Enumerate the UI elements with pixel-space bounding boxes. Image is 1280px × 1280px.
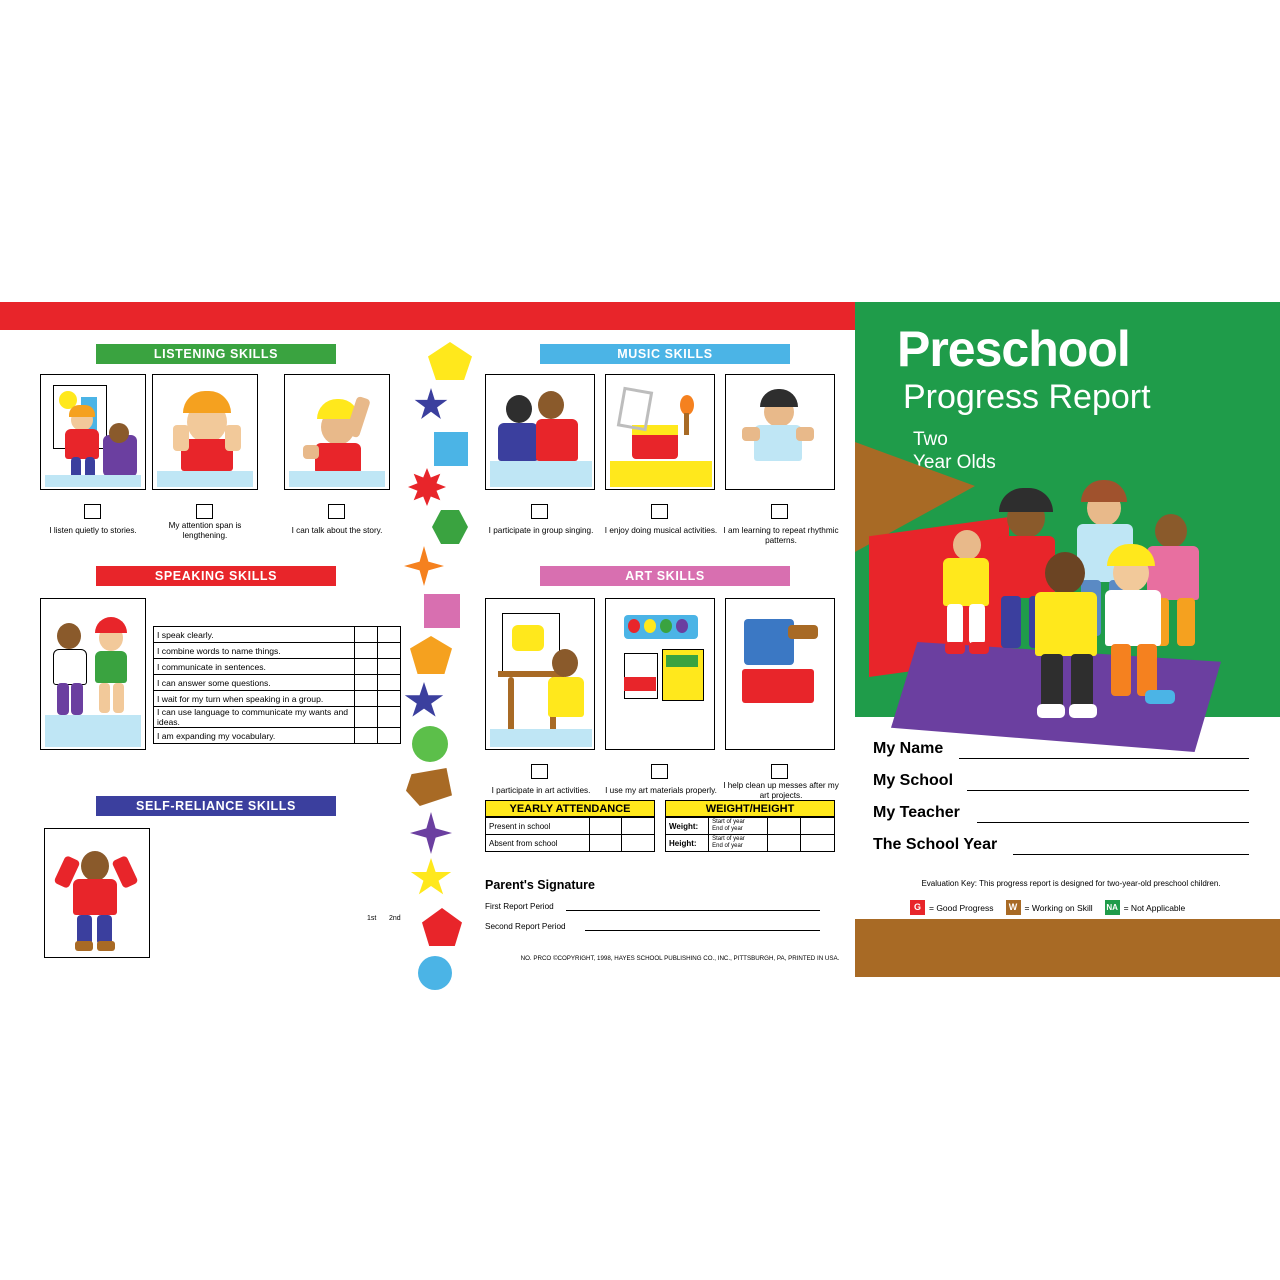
shape-pentagon-orange (410, 636, 452, 674)
attendance-label: Absent from school (486, 835, 590, 852)
school-year-label: The School Year (873, 836, 998, 853)
speaking-mark-2nd[interactable] (378, 675, 401, 691)
listening-caption-1: I listen quietly to stories. (49, 526, 137, 535)
speaking-mark-1st[interactable] (355, 643, 378, 659)
shape-star4-purple (410, 812, 452, 854)
listening-skills-banner: LISTENING SKILLS (96, 344, 336, 364)
art-image-3 (725, 598, 835, 750)
school-year-input[interactable] (1013, 854, 1249, 855)
my-school-input[interactable] (967, 790, 1249, 791)
speaking-mark-2nd[interactable] (378, 728, 401, 744)
speaking-mark-2nd[interactable] (378, 627, 401, 643)
height-end-label: End of year (712, 843, 743, 849)
speaking-mark-2nd[interactable] (378, 659, 401, 675)
listening-image-3 (284, 374, 390, 490)
shape-hexagon-green (432, 510, 468, 544)
shape-star8-red (408, 468, 446, 506)
speaking-col-header-1: 1st (367, 915, 377, 922)
inside-panel (0, 330, 855, 977)
cover-panel (855, 302, 1280, 977)
table-row[interactable] (154, 691, 401, 707)
self-reliance-skills-banner: SELF-RELIANCE SKILLS (96, 796, 336, 816)
weight-label: Weight: (666, 818, 709, 835)
speaking-mark-1st[interactable] (355, 675, 378, 691)
speaking-row-label: I am expanding my vocabulary. (154, 728, 355, 744)
not-applicable-icon: NA (1105, 900, 1120, 915)
table-row[interactable] (486, 818, 655, 835)
shape-star5-blue (414, 388, 448, 422)
table-row[interactable] (154, 675, 401, 691)
speaking-row-label: I can use language to communicate my wants and ideas. (154, 707, 355, 728)
second-report-period-label: Second Report Period (485, 922, 566, 931)
shape-star5-navy (404, 682, 444, 720)
copyright-line: NO. PRCO ©COPYRIGHT, 1998, HAYES SCHOOL PUBLISHING CO., INC., PITTSBURGH, PA, PRINTED IN USA. (520, 955, 840, 962)
my-name-label: My Name (873, 740, 944, 757)
shape-star5-yellow (410, 858, 452, 898)
attendance-label: Present in school (486, 818, 590, 835)
music-caption-1: I participate in group singing. (488, 526, 594, 535)
top-red-bar (0, 302, 855, 330)
music-caption-3: I am learning to repeat rhythmic patterns. (723, 526, 839, 545)
speaking-image (40, 598, 146, 750)
speaking-row-label: I wait for my turn when speaking in a group. (154, 691, 355, 707)
weight-start-label: Start of year (712, 819, 745, 825)
attendance-value-2[interactable] (622, 818, 655, 835)
my-teacher-label: My Teacher (873, 804, 960, 821)
speaking-mark-2nd[interactable] (378, 691, 401, 707)
speaking-skills-table (153, 626, 401, 744)
cover-subtitle (913, 428, 996, 474)
height-subs (709, 835, 767, 852)
speaking-mark-1st[interactable] (355, 707, 378, 728)
speaking-mark-1st[interactable] (355, 728, 378, 744)
attendance-value-2[interactable] (622, 835, 655, 852)
speaking-row-label: I communicate in sentences. (154, 659, 355, 675)
self-reliance-image (44, 828, 150, 958)
parent-signature-title: Parent's Signature (485, 878, 595, 892)
weight-value-1[interactable] (767, 818, 801, 835)
music-checkbox-2[interactable] (651, 504, 668, 519)
music-image-1 (485, 374, 595, 490)
not-applicable-label: = Not Applicable (1123, 902, 1186, 913)
art-checkbox-2[interactable] (651, 764, 668, 779)
art-skills-banner: ART SKILLS (540, 566, 790, 586)
my-name-input[interactable] (959, 758, 1249, 759)
shape-blob-brown (406, 768, 452, 806)
music-checkbox-3[interactable] (771, 504, 788, 519)
height-value-2[interactable] (801, 835, 835, 852)
cover-subtitle-line2: Year Olds (913, 452, 996, 473)
listening-checkbox-1[interactable] (84, 504, 101, 519)
table-row[interactable] (154, 728, 401, 744)
speaking-col-header-2: 2nd (389, 915, 401, 922)
first-report-period-line[interactable] (566, 910, 820, 911)
cover-bottom-brown-band (855, 919, 1280, 977)
my-school-label: My School (873, 772, 954, 789)
art-caption-2: I use my art materials properly. (605, 786, 717, 795)
first-report-period-label: First Report Period (485, 902, 554, 911)
progress-report-sheet (0, 302, 1280, 977)
speaking-skills-banner: SPEAKING SKILLS (96, 566, 336, 586)
table-row[interactable] (486, 835, 655, 852)
art-checkbox-1[interactable] (531, 764, 548, 779)
cover-title-line1: Preschool (897, 321, 1130, 377)
shape-square-lightblue (434, 432, 468, 466)
working-on-skill-icon: W (1006, 900, 1021, 915)
music-image-2 (605, 374, 715, 490)
height-start-label: Start of year (712, 836, 745, 842)
working-on-skill-label: = Working on Skill (1024, 902, 1093, 913)
attendance-value-1[interactable] (589, 818, 622, 835)
music-skills-banner: MUSIC SKILLS (540, 344, 790, 364)
music-caption-2: I enjoy doing musical activities. (604, 526, 718, 535)
speaking-mark-1st[interactable] (355, 691, 378, 707)
height-label: Height: (666, 835, 709, 852)
table-row[interactable] (666, 835, 835, 852)
table-row[interactable] (154, 659, 401, 675)
shape-circle-green (412, 726, 448, 762)
shape-star4-orange (404, 546, 444, 586)
speaking-mark-2nd[interactable] (378, 643, 401, 659)
table-row[interactable] (154, 627, 401, 643)
evaluation-key-note: Evaluation Key: This progress report is designed for two-year-old preschool children. (921, 879, 1221, 888)
listening-checkbox-2[interactable] (196, 504, 213, 519)
speaking-mark-1st[interactable] (355, 659, 378, 675)
music-image-3 (725, 374, 835, 490)
weight-value-2[interactable] (801, 818, 835, 835)
speaking-row-label: I speak clearly. (154, 627, 355, 643)
good-progress-icon: G (910, 900, 925, 915)
shape-square-pink (424, 594, 460, 628)
art-caption-3: I help clean up messes after my art projects. (723, 781, 839, 800)
art-image-2 (605, 598, 715, 750)
height-value-1[interactable] (767, 835, 801, 852)
music-checkbox-1[interactable] (531, 504, 548, 519)
listening-image-1 (40, 374, 146, 490)
weight-height-table (665, 817, 835, 852)
weight-height-banner: WEIGHT/HEIGHT (665, 800, 835, 817)
attendance-value-1[interactable] (589, 835, 622, 852)
listening-caption-2: My attention span is lengthening. (168, 521, 242, 540)
speaking-row-label: I can answer some questions. (154, 675, 355, 691)
art-image-1 (485, 598, 595, 750)
my-teacher-input[interactable] (977, 822, 1249, 823)
art-checkbox-3[interactable] (771, 764, 788, 779)
table-row[interactable] (666, 818, 835, 835)
listening-caption-3: I can talk about the story. (291, 526, 383, 535)
good-progress-label: = Good Progress (929, 902, 994, 913)
attendance-table (485, 817, 655, 852)
cover-subtitle-line1: Two (913, 429, 948, 450)
second-report-period-line[interactable] (585, 930, 820, 931)
speaking-row-label: I combine words to name things. (154, 643, 355, 659)
weight-end-label: End of year (712, 826, 743, 832)
evaluation-key-row (910, 900, 1185, 915)
weight-subs (709, 818, 767, 835)
listening-checkbox-3[interactable] (328, 504, 345, 519)
speaking-mark-1st[interactable] (355, 627, 378, 643)
shape-pentagon-yellow (428, 342, 472, 380)
shape-pentagon-red (422, 908, 462, 946)
speaking-mark-2nd[interactable] (378, 707, 401, 728)
art-caption-1: I participate in art activities. (491, 786, 591, 795)
cover-title-line2: Progress Report (903, 378, 1151, 416)
table-row[interactable] (154, 643, 401, 659)
listening-image-2 (152, 374, 258, 490)
table-row[interactable] (154, 707, 401, 728)
yearly-attendance-banner: YEARLY ATTENDANCE (485, 800, 655, 817)
